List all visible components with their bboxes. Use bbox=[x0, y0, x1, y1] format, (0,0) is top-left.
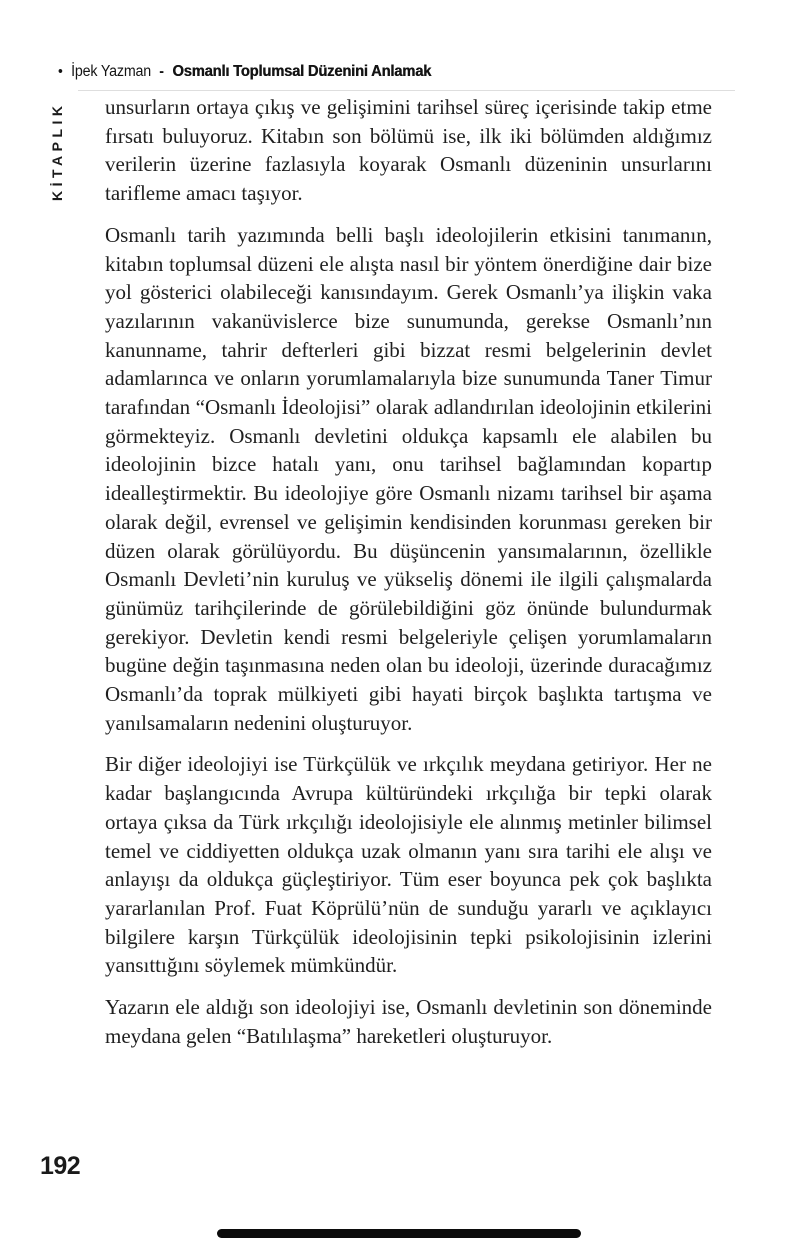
header-author: İpek Yazman bbox=[71, 63, 152, 80]
series-spine-label: KİTAPLIK bbox=[49, 101, 65, 201]
page-number: 192 bbox=[40, 1152, 81, 1180]
page-body bbox=[105, 93, 712, 1064]
paragraph: unsurların ortaya çıkış ve gelişimini tarihsel süreç içerisinde takip etme fırsatı buluyoruz. Kitabın son bölümü ise, ilk iki bölümden aldığımız verilerin üzerine fazlasıyla koyarak Osmanlı düzeninin unsurlarını tarifleme amacı taşıyor. bbox=[105, 95, 712, 206]
home-indicator-bar[interactable] bbox=[217, 1229, 581, 1238]
header-divider bbox=[78, 90, 735, 91]
bullet-icon: • bbox=[58, 62, 63, 80]
paragraph: Yazarın ele aldığı son ideolojiyi ise, Osmanlı devletinin son döneminde meydana gelen “Batılılaşma” hareketleri oluşturuyor. bbox=[105, 995, 712, 1048]
paragraph: Bir diğer ideolojiyi ise Türkçülük ve ırkçılık meydana getiriyor. Her ne kadar başlangıcında Avrupa kültüründeki ırkçılığa bir tepki olarak ortaya çıksa da Türk ırkçılığı ideolojisiyle ele alınmış metinler bilimsel temel ve ciddiyetten oldukça uzak olmanın yanı sıra tarihi ele alışı ve anlayışı da oldukça güçleştiriyor. Tüm eser boyunca pek çok başlıkta yararlanılan Prof. Fuat Köprülü’nün de sunduğu yararlı ve açıklayıcı bilgilere karşın Türkçülük ideolojisinin tepki psikolojisinin izlerini yansıttığını söylemek mümkündür. bbox=[105, 752, 712, 978]
header-separator: - bbox=[159, 63, 165, 80]
paragraph: Osmanlı tarih yazımında belli başlı ideolojilerin etkisini tanımanın, kitabın toplumsal düzeni ele alışta nasıl bir yöntem önerdiğine dair bize yol gösterici olabileceği kanısındayım. Gerek Osmanlı’ya ilişkin vaka yazılarının vakanüvislerce bize sunumunda, gerekse Osmanlı’nın kanunname, tahrir defterleri gibi bizzat resmi belgelerinin devlet adamlarınca ve onların yorumlamalarıyla bize sunumunda Taner Timur tarafından “Osmanlı İdeolojisi” olarak adlandırılan ideolojinin etkilerini görmekteyiz. Osmanlı devletini oldukça kapsamlı ele alabilen bu ideolojinin bizce hatalı yanı, onu tarihsel bağlamından kopartıp idealleştirmektir. Bu ideolojiye göre Osmanlı nizamı tarihsel bir aşama olarak değil, evrensel ve gelişimin kendisinden korunması gereken bir düzen olarak görülüyordu. Bu düşüncenin yansımalarının, özellikle Osmanlı Devleti’nin kuruluş ve yükseliş dönemi ile ilgili çalışmalarda günümüz tarihçilerinde de görülebildiğini göz önünde bulundurmak gerekiyor. Devletin kendi resmi belgeleriyle çelişen yorumlamaların bugüne değin taşınmasına neden olan bu ideoloji, üzerinde duracağımız Osmanlı’da toprak mülkiyeti gibi hayati birçok başlıkta tartışma ve yanılsamaların nedenini oluşturuyor. bbox=[105, 222, 712, 735]
header-book-title: Osmanlı Toplumsal Düzenini Anlamak bbox=[172, 63, 432, 80]
running-header bbox=[58, 63, 702, 81]
